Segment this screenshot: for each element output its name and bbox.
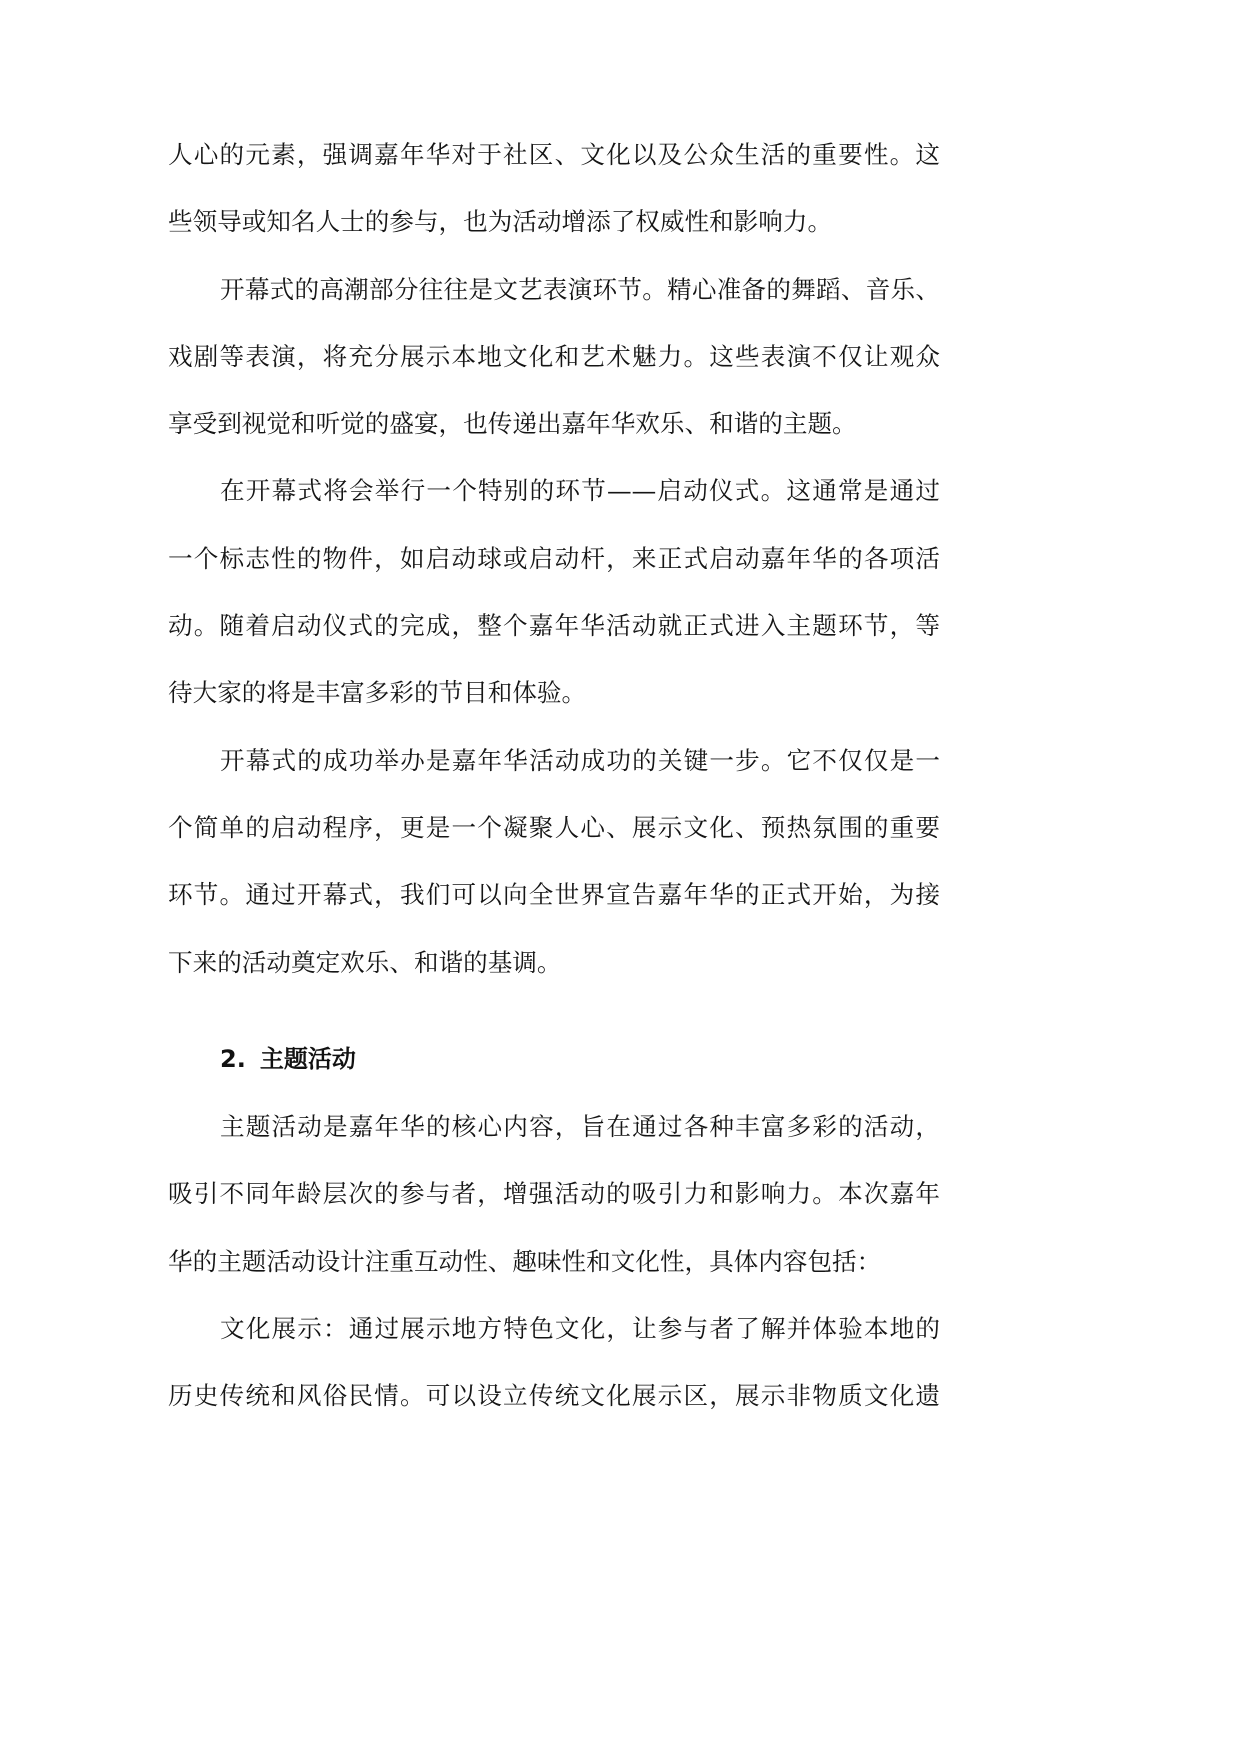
text-line: 享受到视觉和听觉的盛宴，也传递出嘉年华欢乐、和谐的主题。 — [168, 409, 857, 439]
paragraph — [168, 457, 940, 726]
paragraph — [168, 1295, 940, 1430]
text-line: 戏剧等表演，将充分展示本地文化和艺术魅力。这些表演不仅让观众 — [168, 341, 940, 371]
section-theme-activities — [168, 1026, 940, 1430]
paragraph — [168, 121, 940, 256]
section-opening-ceremony — [168, 121, 940, 996]
paragraph — [168, 256, 940, 458]
text-line: 下来的活动奠定欢乐、和谐的基调。 — [168, 947, 562, 977]
paragraph — [168, 727, 940, 996]
text-line: 个简单的启动程序，更是一个凝聚人心、展示文化、预热氛围的重要 — [168, 812, 940, 842]
section-heading — [168, 1026, 940, 1093]
text-line: 环节。通过开幕式，我们可以向全世界宣告嘉年华的正式开始，为接 — [168, 880, 940, 910]
document-body — [168, 121, 940, 1430]
text-line: 动。随着启动仪式的完成，整个嘉年华活动就正式进入主题环节，等 — [168, 611, 940, 641]
text-line: 文化展示：通过展示地方特色文化，让参与者了解并体验本地的 — [220, 1314, 940, 1344]
text-line: 待大家的将是丰富多彩的节目和体验。 — [168, 678, 587, 708]
text-line: 历史传统和风俗民情。可以设立传统文化展示区，展示非物质文化遗 — [168, 1381, 940, 1411]
text-line: 开幕式的成功举办是嘉年华活动成功的关键一步。它不仅仅是一 — [220, 745, 940, 775]
text-line: 吸引不同年龄层次的参与者，增强活动的吸引力和影响力。本次嘉年 — [168, 1179, 940, 1209]
text-line: 华的主题活动设计注重互动性、趣味性和文化性，具体内容包括： — [168, 1246, 882, 1276]
paragraph — [168, 1093, 940, 1295]
text-line: 人心的元素，强调嘉年华对于社区、文化以及公众生活的重要性。这 — [168, 140, 940, 169]
section-number: 2. — [220, 1044, 246, 1073]
text-line: 主题活动是嘉年华的核心内容，旨在通过各种丰富多彩的活动， — [220, 1112, 940, 1142]
text-line: 一个标志性的物件，如启动球或启动杆，来正式启动嘉年华的各项活 — [168, 543, 940, 573]
text-line: 些领导或知名人士的参与，也为活动增添了权威性和影响力。 — [168, 207, 833, 237]
section-title: 主题活动 — [259, 1044, 356, 1073]
text-line: 在开幕式将会举行一个特别的环节——启动仪式。这通常是通过 — [220, 476, 940, 506]
text-line: 开幕式的高潮部分往往是文艺表演环节。精心准备的舞蹈、音乐、 — [220, 274, 940, 304]
